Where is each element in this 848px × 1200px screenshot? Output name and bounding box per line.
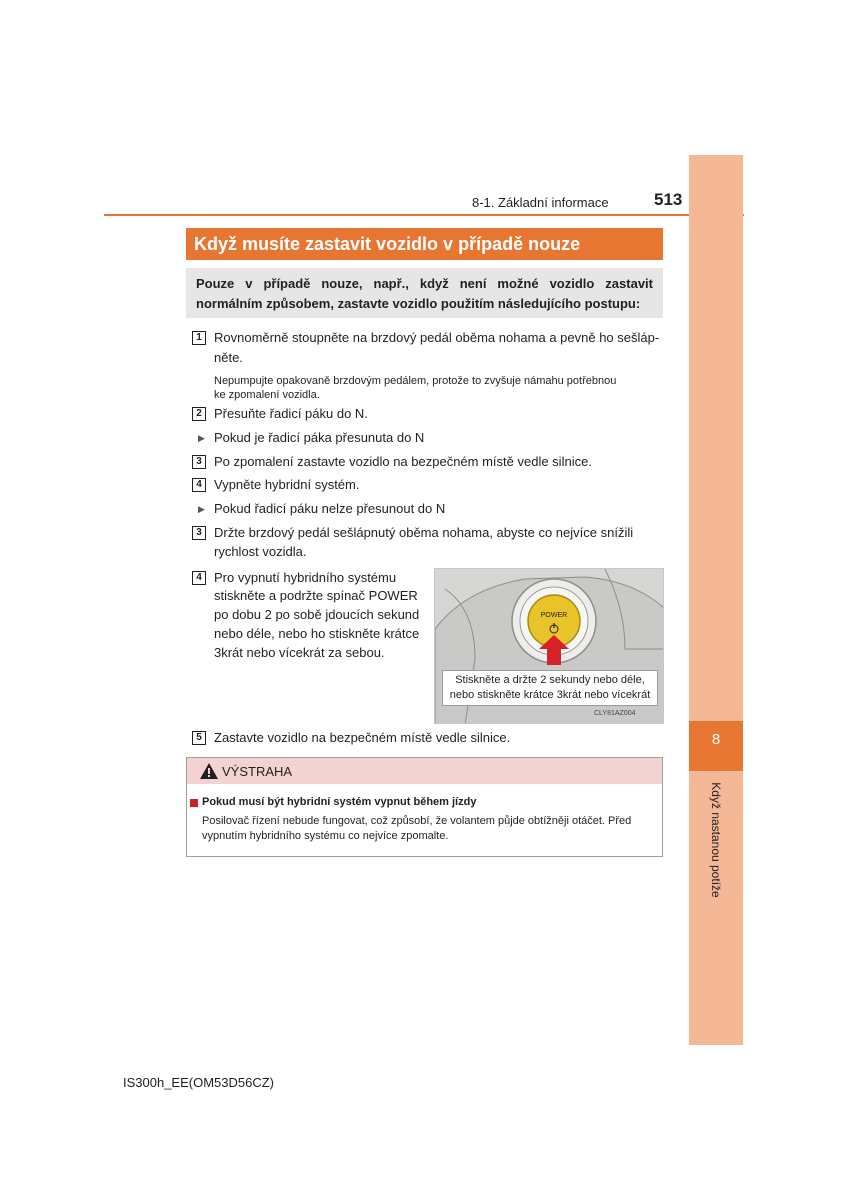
step-text: 3krát nebo vícekrát za sebou. — [214, 645, 385, 660]
figure-caption — [442, 670, 658, 706]
step-text: něte. — [214, 350, 243, 365]
step-number: 3 — [192, 455, 206, 469]
triangle-bullet-icon: ▶ — [198, 504, 205, 514]
step-number: 4 — [192, 571, 206, 585]
warning-subtitle: Pokud musí být hybridní systém vypnut během jízdy — [202, 796, 477, 808]
figure-code: CLY81AZ004 — [594, 710, 636, 717]
caption-line: Stiskněte a držte 2 sekundy nebo déle, — [455, 674, 645, 686]
step-text: Přesuňte řadicí páku do N. — [214, 406, 368, 421]
condition-heading: Pokud je řadicí páka přesunuta do N — [214, 430, 425, 445]
step-number: 1 — [192, 331, 206, 345]
chapter-side-tab — [689, 155, 743, 1045]
section-title: Když musíte zastavit vozidlo v případě nouze — [186, 228, 663, 260]
step-text: stiskněte a podržte spínač POWER — [214, 588, 418, 603]
step-note: ke zpomalení vozidla. — [214, 389, 320, 401]
warning-title: VÝSTRAHA — [222, 764, 293, 779]
step-text: Zastavte vozidlo na bezpečném místě vedle silnice. — [214, 730, 511, 745]
caption-line: nebo stiskněte krátce 3krát nebo vícekrát — [449, 689, 651, 701]
warning-triangle-icon — [199, 762, 219, 785]
section-label: 8-1. Základní informace — [472, 195, 609, 210]
step-number: 2 — [192, 407, 206, 421]
step-text: Držte brzdový pedál sešlápnutý oběma nohama, abyste co nejvíce snížili — [214, 525, 634, 540]
chapter-number: 8 — [711, 731, 721, 748]
condition-heading: Pokud řadicí páku nelze přesunout do N — [214, 501, 446, 516]
step-text: Po zpomalení zastavte vozidlo na bezpečném místě vedle silnice. — [214, 454, 592, 469]
triangle-bullet-icon: ▶ — [198, 433, 205, 443]
step-number: 5 — [192, 731, 206, 745]
model-code-footer: IS300h_EE(OM53D56CZ) — [123, 1075, 275, 1090]
chapter-title: Když nastanou potíže — [709, 782, 723, 898]
step-text: rychlost vozidla. — [214, 544, 307, 559]
step-number: 3 — [192, 526, 206, 540]
step-text: Pro vypnutí hybridního systému — [214, 570, 397, 585]
page-number: 513 — [654, 190, 683, 209]
power-button-label: POWER — [540, 612, 568, 619]
step-text: Rovnoměrně stoupněte na brzdový pedál oběma nohama a pevně ho sešláp- — [214, 330, 660, 345]
warning-bullet-icon — [190, 799, 198, 807]
header-rule — [104, 214, 744, 216]
step-text: nebo déle, nebo ho stiskněte krátce — [214, 626, 420, 641]
step-number: 4 — [192, 478, 206, 492]
step-text: Vypněte hybridní systém. — [214, 477, 360, 492]
intro-box: Pouze v případě nouze, např., když není možné vozidlo zastavit normálním způsobem, zastavte vozidlo použitím následujícího postupu: — [186, 268, 663, 318]
step-text: po dobu 2 po sobě jdoucích sekund — [214, 607, 420, 622]
step-note: Nepumpujte opakovaně brzdovým pedálem, protože to zvyšuje námahu potřebnou — [214, 375, 617, 387]
warning-body: Posilovač řízení nebude fungovat, což způsobí, že volantem půjde obtížněji otáčet. Před vypnutím hybridního systému co nejvíce zpomalte. — [202, 815, 632, 842]
